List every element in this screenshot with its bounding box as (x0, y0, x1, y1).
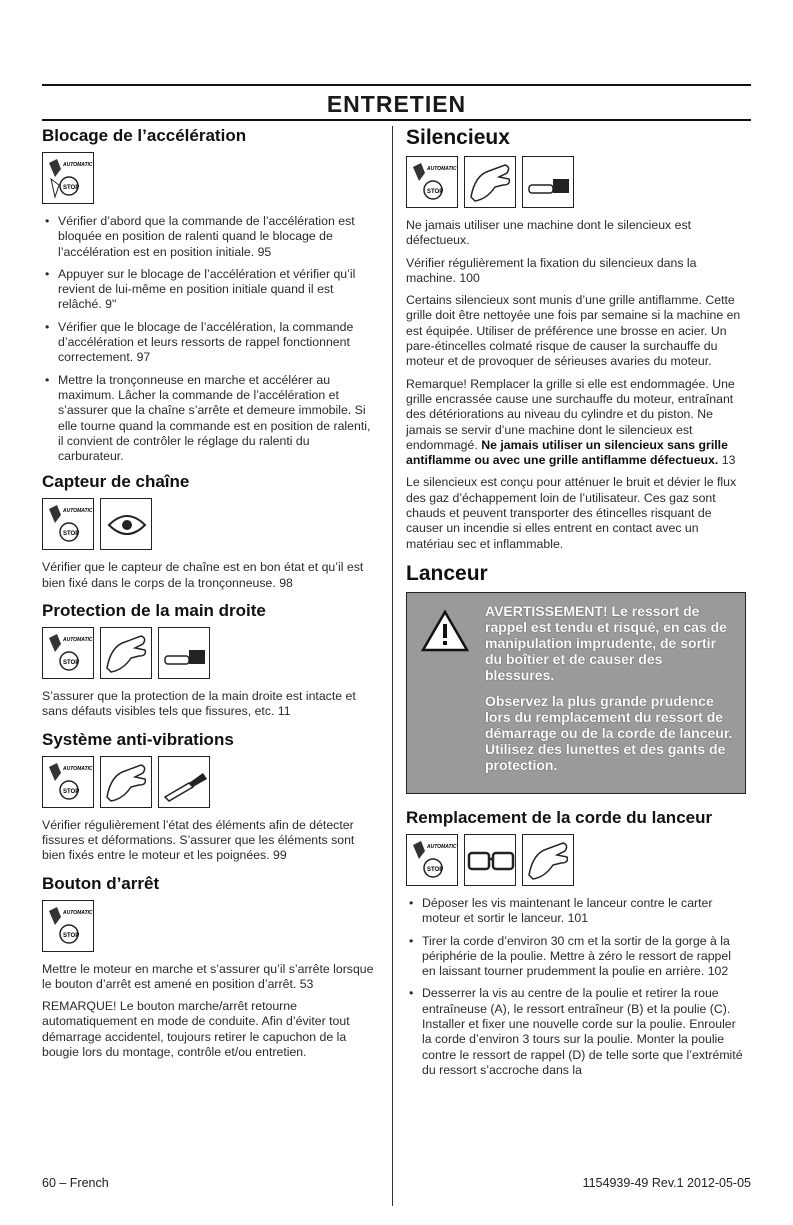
stop-automatic-icon (406, 834, 458, 886)
icons-antivib (42, 756, 378, 808)
list-item: • Tirer la corde d’environ 30 cm et la sortir de la gorge à la périphérie de la poulie. Mettre à zéro le ressort de rappel en laissant tourner prudemment la poulie en arrière. 102 (422, 934, 746, 980)
left-column (42, 126, 378, 1067)
svg-text:STOP: STOP (63, 932, 80, 939)
svg-text:AUTOMATIC: AUTOMATIC (63, 162, 93, 168)
svg-text:AUTOMATIC: AUTOMATIC (63, 508, 93, 515)
warning-triangle-icon (421, 609, 469, 653)
glove-hand-icon (100, 756, 152, 808)
page-title: ENTRETIEN (326, 91, 467, 117)
silencieux-text-4-ref: 13 (718, 453, 736, 468)
section-title-protection: Protection de la main droite (42, 601, 266, 621)
svg-text:AUTOMATIC: AUTOMATIC (63, 637, 93, 644)
silencieux-text-5: Le silencieux est conçu pour atténuer le bruit et dévier le flux des gaz d’échappement loin de l’utilisateur. Ces gaz sont chauds et peuvent transporter des étincelles risquant de causer un incendie si elles entrent en contact avec un matériau sec et inflammable. (406, 475, 737, 551)
column-divider (392, 126, 393, 1206)
list-item: • Déposer les vis maintenant le lanceur contre le carter moteur et sortir le lanceur. 101 (422, 896, 746, 927)
section-title-antivib: Système anti-vibrations (42, 729, 234, 749)
capteur-text: Vérifier que le capteur de chaîne est en bon état et qu’il est bien fixé dans le corps de la tronçonneuse. 98 (42, 560, 364, 590)
header-rule-top (42, 84, 751, 86)
svg-text:STOP: STOP (63, 660, 80, 667)
section-title-silencieux: Silencieux (406, 126, 510, 149)
silencieux-text-4-plain: Remarque! Remplacer la grille si elle est endommagée. Une grille encrassée cause une surchauffe du moteur, entraînant des détériorations au niveau du cylindre et du piston. Ne jamais se servir d’une machine dont le silencieux est endommagé. (406, 376, 735, 452)
silencieux-text-4 (406, 377, 746, 469)
svg-text:STOP: STOP (427, 189, 444, 195)
brush-icon (158, 627, 210, 679)
list-item: • Desserrer la vis au centre de la poulie et retirer la roue entraîneuse (A), le ressort entraîneur (B) et la poulie (C). Installer et fixer une nouvelle corde sur la poulie. Enrouler la corde d’environ 3 tours sur la poulie. Monter la poulie contre le ressort de rappel (D) de telle sorte que l’extrémité du ressort s’accroche dans la (422, 986, 746, 1078)
brush-icon (522, 156, 574, 208)
section-title-bouton: Bouton d’arrêt (42, 873, 160, 893)
glove-hand-icon (464, 156, 516, 208)
footer-doc-ref: 1154939-49 Rev.1 2012-05-05 (582, 1176, 751, 1190)
footer-page-number: 60 – French (42, 1176, 109, 1190)
stop-automatic-icon (42, 627, 94, 679)
bouton-text-2: REMARQUE! Le bouton marche/arrêt retourne automatiquement en mode de conduite. Afin d’éviter tout démarrage accidentel, toujours retirer le capuchon de la bougie lors du montage, contrôle et/ou entretien. (42, 999, 350, 1060)
svg-text:STOP: STOP (427, 866, 444, 873)
svg-text:AUTOMATIC: AUTOMATIC (427, 843, 457, 850)
glove-hand-icon (522, 834, 574, 886)
warning-text-1: AVERTISSEMENT! Le ressort de rappel est tendu et risqué, en cas de manipulation imprudente, de sortir du boîtier et de causer des blessures. (485, 602, 727, 683)
svg-text:AUTOMATIC: AUTOMATIC (427, 166, 457, 172)
stop-automatic-icon (42, 498, 94, 550)
icons-bouton (42, 900, 378, 952)
brush-icon (158, 756, 210, 808)
stop-automatic-icon (42, 756, 94, 808)
stop-automatic-icon (406, 156, 458, 208)
icons-silencieux (406, 156, 746, 208)
stop-automatic-icon (42, 152, 94, 204)
icons-protection (42, 627, 378, 679)
bouton-text-1: Mettre le moteur en marche et s’assurer qu’il s’arrête lorsque le bouton d’arrêt est amené en position d’arrêt. 53 (42, 961, 374, 991)
svg-text:STOP: STOP (63, 185, 80, 191)
protection-text: S’assurer que la protection de la main droite est intacte et sans défauts visibles tels que fissures, etc. 11 (42, 689, 356, 719)
antivib-text: Vérifier régulièrement l’état des éléments afin de détecter fissures et déformations. S’assurer que les éléments sont bien fixés entre le moteur et les poignées. 99 (42, 817, 355, 863)
svg-text:AUTOMATIC: AUTOMATIC (63, 909, 93, 916)
svg-text:STOP: STOP (63, 788, 80, 795)
silencieux-text-4-bold: Ne jamais utiliser un silencieux sans grille antiflamme ou avec une grille antiflamme défectueux. (406, 437, 728, 468)
icons-corde (406, 834, 746, 886)
silencieux-text-2: Vérifier régulièrement la fixation du silencieux dans la machine. 100 (406, 255, 697, 285)
svg-text:AUTOMATIC: AUTOMATIC (63, 765, 93, 772)
silencieux-text-1: Ne jamais utiliser une machine dont le silencieux est défectueux. (406, 218, 692, 248)
icons-capteur (42, 498, 378, 550)
stop-automatic-icon (42, 900, 94, 952)
section-title-capteur: Capteur de chaîne (42, 472, 190, 492)
blocage-list (42, 214, 378, 464)
goggles-icon (464, 834, 516, 886)
warning-box (406, 592, 746, 794)
glove-hand-icon (100, 627, 152, 679)
right-column (406, 126, 746, 1086)
list-item: • Vérifier d’abord que la commande de l’accélération est bloquée en position de ralenti quand le blocage de l’accélération est en position initiale. 95 (58, 214, 378, 260)
silencieux-text-3: Certains silencieux sont munis d’une grille antiflamme. Cette grille doit être nettoyée une fois par semaine si la machine en est équipée. Utiliser de préférence une brosse en acier. Un pare-étincelles colmaté risque de causer la surchauffe du moteur et de provoquer de sérieuses avaries du moteur. (406, 293, 741, 369)
svg-text:STOP: STOP (63, 531, 80, 538)
warning-text-2: Observez la plus grande prudence lors du remplacement du ressort de démarrage ou de la corde de lanceur. Utilisez des lunettes et des gants de protection. (485, 692, 733, 773)
icons-blocage (42, 152, 378, 204)
eye-inspect-icon (100, 498, 152, 550)
header-rule-bottom (42, 119, 751, 121)
section-title-corde: Remplacement de la corde du lanceur (406, 807, 713, 827)
list-item: • Vérifier que le blocage de l’accélération, la commande d’accélération et leurs ressorts de rappel fonctionnent correctement. 97 (58, 320, 378, 366)
list-item: • Appuyer sur le blocage de l’accélération et vérifier qu’il revient de lui-même en position initiale quand il est relâché. 9" (58, 267, 378, 313)
section-title-lanceur: Lanceur (406, 561, 488, 585)
section-title-blocage: Blocage de l’accélération (42, 126, 247, 145)
list-item: • Mettre la tronçonneuse en marche et accélérer au maximum. Lâcher la commande de l’accélération et s’assurer que la chaîne s’arrête et demeure immobile. Si elle tourne quand la commande est en position de ralenti, il convient de contrôler le réglage du ralenti du carburateur. (58, 373, 378, 465)
corde-list (406, 896, 746, 1078)
